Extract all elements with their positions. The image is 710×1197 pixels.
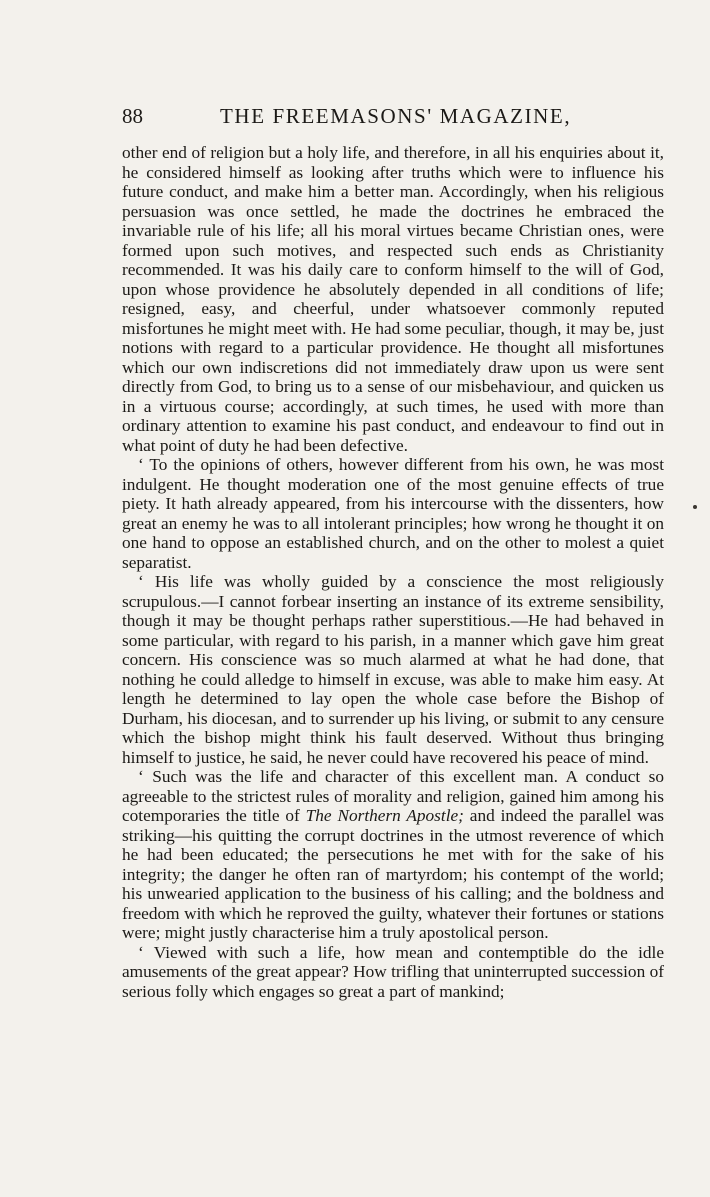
paragraph-text: ‘ Such was the life and character of this excellent man. A conduct so agreeable to the strictest rules of morality and religion, gained him among his cotemporaries the title of (122, 767, 664, 825)
ink-speck (693, 505, 697, 509)
paragraph: ‘ Viewed with such a life, how mean and contemptible do the idle amusements of the great appear? How trifling that uninterrupted succession of serious folly which engages so great a part of mankind; (122, 942, 664, 1001)
page-header (122, 104, 682, 129)
body-text (122, 143, 664, 1001)
paragraph-text: and indeed the parallel was striking—his quitting the corrupt doctrines in the utmost reverence of which he had been educated; the persecutions he met with for the sake of his integrity; the danger he often ran of martyrdom; his contempt of the world; his unwearied application to the business of his calling; and the boldness and freedom with which he reproved the guilty, whatever their fortunes or stations were; might justly characterise him a truly apostolical person. (122, 806, 665, 942)
paragraph: other end of religion but a holy life, and therefore, in all his enquiries about it, he considered himself as looking after truths which were to influence his future conduct, and make him a better man. Accordingly, when his religious persuasion was once settled, he made the doctrines he embraced the invariable rule of his life; all his moral virtues became Christian ones, were formed upon such motives, and respected such ends as Christianity recommended. It was his daily care to conform himself to the will of God, upon whose providence he absolutely depended in all conditions of life; resigned, easy, and cheerful, under whatsoever commonly reputed misfortunes he might meet with. He had some peculiar, though, it may be, just notions with regard to a particular providence. He thought all misfortunes which our own indiscretions did not immediately draw upon us were sent directly from God, to bring us to a sense of our misbehaviour, and quicken us in a virtuous course; accordingly, at such times, he used with more than ordinary attention to examine his past conduct, and endeavour to find out in what point of duty he had been defective. (122, 143, 664, 455)
italic-title: The Northern Apostle; (305, 806, 464, 825)
paragraph: ‘ To the opinions of others, however different from his own, he was most indulgent. He thought moderation one of the most genuine effects of true piety. It hath already appeared, from his intercourse with the dissenters, how great an enemy he was to all intolerant principles; how wrong he thought it on one hand to oppose an established church, and on the other to molest a quiet separatist. (122, 455, 664, 572)
page-number: 88 (122, 104, 143, 128)
running-title: THE FREEMASONS' MAGAZINE, (220, 104, 572, 128)
paragraph (122, 767, 664, 943)
paragraph: ‘ His life was wholly guided by a conscience the most religiously scrupulous.—I cannot forbear inserting an instance of its extreme sensibility, though it may be thought perhaps rather superstitious.—He had behaved in some particular, with regard to his parish, in a manner which gave him great concern. His conscience was so much alarmed at what he had done, that nothing he could alledge to himself in excuse, was able to make him easy. At length he determined to lay open the whole case before the Bishop of Durham, his diocesan, and to surrender up his living, or submit to any censure which the bishop might think his fault deserved. Without thus bringing himself to justice, he said, he never could have recovered his peace of mind. (122, 572, 664, 767)
